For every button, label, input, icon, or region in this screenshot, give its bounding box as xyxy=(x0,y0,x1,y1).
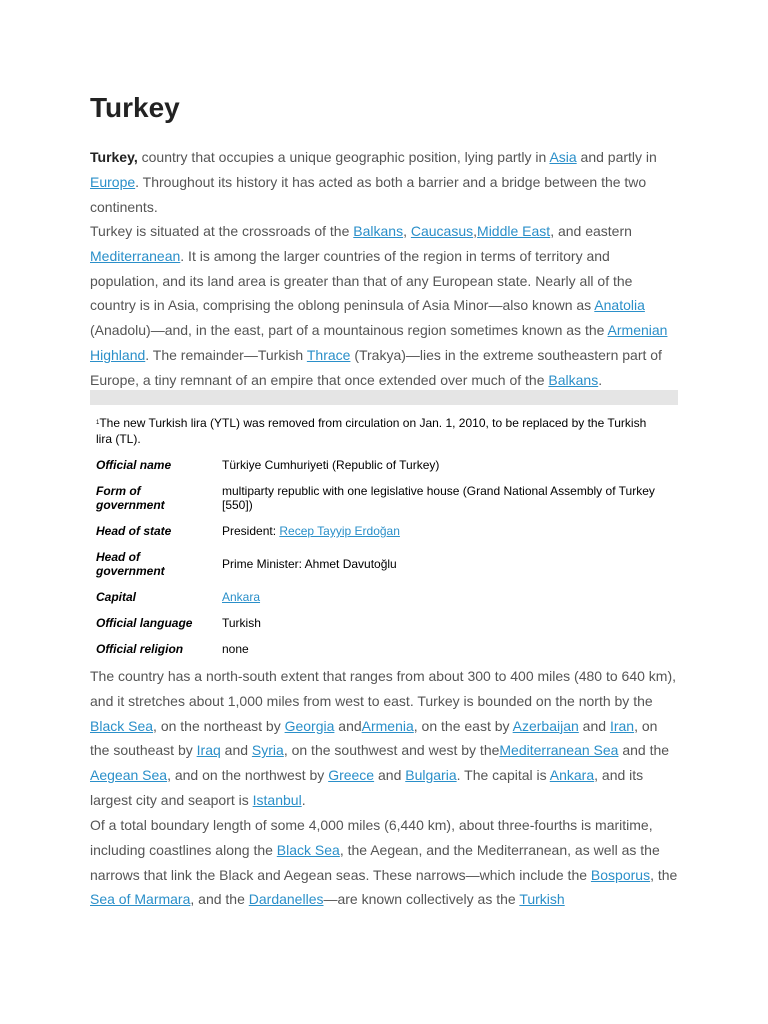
link-erdogan[interactable]: Recep Tayyip Erdoğan xyxy=(279,524,400,538)
intro-bold-term: Turkey, xyxy=(90,149,138,165)
text: and xyxy=(220,742,252,759)
fact-key: Capital xyxy=(96,590,137,604)
text: . It is among the larger countries of the region in terms of territory and population, and its land area is greater than that of any European state. Nearly all of the country is in Asia, comprising the oblong peninsula of Asia Minor—also known as xyxy=(90,247,633,314)
link-ankara[interactable]: Ankara xyxy=(222,590,261,604)
text: , the Aegean, and the Mediterranean, as well as the narrows that link the Black and Aegean seas. These narrows—which include the xyxy=(90,841,660,883)
link-asia[interactable]: Asia xyxy=(549,149,577,165)
text: , on the southwest and west by the xyxy=(283,742,500,759)
intro-paragraph xyxy=(90,145,680,219)
text: country that occupies a unique geographic position, lying partly in xyxy=(137,149,550,165)
text: . The capital is xyxy=(456,767,550,784)
fact-value: Turkish xyxy=(222,616,261,630)
section-divider xyxy=(90,390,678,405)
link-iraq[interactable]: Iraq xyxy=(196,742,221,759)
text: Turkey is situated at the crossroads of the xyxy=(90,223,354,239)
text: President: xyxy=(222,524,280,538)
text: , on the southeast by xyxy=(90,717,658,759)
text: , and its largest city and seaport is xyxy=(90,767,644,808)
footnote-text: The new Turkish lira (YTL) was removed from circulation on Jan. 1, 2010, to be replaced by the Turkish lira (TL). xyxy=(96,416,647,446)
link-istanbul[interactable]: Istanbul xyxy=(252,791,302,808)
fact-value xyxy=(214,584,662,610)
fact-key: Head of government xyxy=(96,550,165,578)
text: , and eastern xyxy=(550,223,632,239)
link-middle-east[interactable]: Middle East xyxy=(477,223,551,239)
link-azerbaijan[interactable]: Azerbaijan xyxy=(512,717,579,734)
text: , and the xyxy=(190,891,249,908)
text: The country has a north-south extent that ranges from about 300 to 400 miles (480 to 640 km), and it stretches about 1,000 miles from west to east. Turkey is bounded on the north by the xyxy=(90,668,676,709)
text: . The remainder—Turkish xyxy=(145,346,307,363)
link-turkish-straits[interactable]: Turkish xyxy=(519,891,565,908)
text: Of a total boundary length of some 4,000 miles (6,440 km), about three-fourths is maritime, including coastlines along the xyxy=(90,817,653,858)
fact-key: Official language xyxy=(96,616,193,630)
text: and xyxy=(334,717,362,734)
fact-key: Official religion xyxy=(96,642,184,656)
text: , and on the northwest by xyxy=(167,767,329,784)
link-iran[interactable]: Iran xyxy=(609,717,635,734)
text: and partly in xyxy=(576,149,657,165)
link-armenia[interactable]: Armenia xyxy=(361,717,414,734)
text: and the xyxy=(618,742,670,759)
link-aegean-sea[interactable]: Aegean Sea xyxy=(90,767,168,784)
link-balkans[interactable]: Balkans xyxy=(353,223,404,239)
page-title: Turkey xyxy=(90,92,180,123)
location-paragraph xyxy=(90,219,680,393)
text: . xyxy=(598,371,603,388)
table-row xyxy=(92,610,662,636)
text: (Anadolu)—and, in the east, part of a mountainous region sometimes known as the xyxy=(90,322,608,339)
borders-paragraph xyxy=(90,664,680,813)
link-bulgaria[interactable]: Bulgaria xyxy=(405,767,457,784)
link-black-sea[interactable]: Black Sea xyxy=(90,717,154,734)
text: . xyxy=(301,791,306,808)
footnote xyxy=(96,416,656,447)
boundary-paragraph xyxy=(90,813,680,912)
table-row xyxy=(92,636,662,662)
link-black-sea-2[interactable]: Black Sea xyxy=(276,841,340,858)
table-row xyxy=(92,584,662,610)
fact-value xyxy=(214,518,662,544)
link-balkans-2[interactable]: Balkans xyxy=(548,371,599,388)
link-dardanelles[interactable]: Dardanelles xyxy=(248,891,324,908)
link-greece[interactable]: Greece xyxy=(328,767,375,784)
link-syria[interactable]: Syria xyxy=(251,742,284,759)
fact-value: multiparty republic with one legislative house (Grand National Assembly of Turkey [550]) xyxy=(222,484,655,512)
link-mediterranean[interactable]: Mediterranean xyxy=(90,247,181,264)
text: and xyxy=(374,767,406,784)
link-caucasus[interactable]: Caucasus xyxy=(410,223,474,239)
link-anatolia[interactable]: Anatolia xyxy=(594,297,645,314)
text: (Trakya)—lies in the extreme southeastern part of Europe, a tiny remnant of an empire that once extended over much of the xyxy=(90,346,662,388)
text: , the xyxy=(650,866,678,883)
fact-key: Official name xyxy=(96,458,172,472)
fact-value: Prime Minister: Ahmet Davutoğlu xyxy=(222,557,397,571)
table-row xyxy=(92,452,662,478)
facts-table xyxy=(92,452,662,662)
text: , on the east by xyxy=(413,717,513,734)
link-armenian-highland[interactable]: Armenian Highland xyxy=(90,322,668,363)
fact-value: none xyxy=(222,642,249,656)
link-mediterranean-sea[interactable]: Mediterranean Sea xyxy=(499,742,619,759)
table-row xyxy=(92,518,662,544)
text: . Throughout its history it has acted as both a barrier and a bridge between the two continents. xyxy=(90,173,647,215)
footnote-marker: 1 xyxy=(96,420,100,426)
link-georgia[interactable]: Georgia xyxy=(284,717,335,734)
table-row xyxy=(92,544,662,584)
link-europe[interactable]: Europe xyxy=(90,173,136,190)
text: , xyxy=(403,223,411,239)
link-bosporus[interactable]: Bosporus xyxy=(590,866,651,883)
text: , on the northeast by xyxy=(153,717,285,734)
text: and xyxy=(578,717,610,734)
fact-key: Head of state xyxy=(96,524,172,538)
link-sea-of-marmara[interactable]: Sea of Marmara xyxy=(90,891,191,908)
table-row xyxy=(92,478,662,518)
link-ankara-2[interactable]: Ankara xyxy=(549,767,595,784)
fact-value: Türkiye Cumhuriyeti (Republic of Turkey) xyxy=(222,458,440,472)
link-thrace[interactable]: Thrace xyxy=(306,346,351,363)
fact-key: Form of government xyxy=(96,484,165,512)
text: —are known collectively as the xyxy=(323,891,520,908)
text: , xyxy=(473,223,478,239)
